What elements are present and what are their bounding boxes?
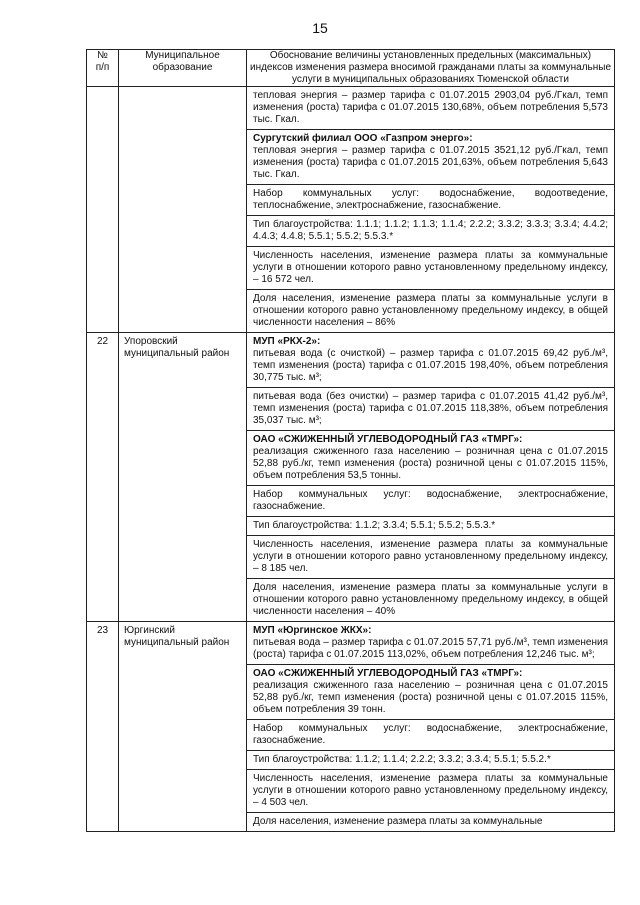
organization-name: ОАО «СЖИЖЕННЫЙ УГЛЕВОДОРОДНЫЙ ГАЗ «ТМРГ»:	[253, 434, 523, 445]
justification-block	[247, 87, 614, 130]
justification-block	[247, 431, 614, 486]
organization-name: МУП «Юргинское ЖКХ»:	[253, 625, 372, 636]
row-num: 23	[87, 622, 119, 832]
justification-block	[247, 333, 614, 388]
justification-block	[247, 665, 614, 720]
justification-block	[247, 216, 614, 247]
justification-block	[247, 247, 614, 290]
justification-text: реализация сжиженного газа населению – розничная цена с 01.07.2015 52,88 руб./кг, темп изменения (роста) розничной цены с 01.07.2015 115%, объем потребления 39 тонн.	[253, 680, 608, 715]
organization-name: Сургутский филиал ООО «Газпром энерго»:	[253, 133, 473, 144]
row-num: 22	[87, 333, 119, 622]
justification-block	[247, 751, 614, 770]
organization-name: МУП «РКХ-2»:	[253, 336, 321, 347]
table-row-continuation	[87, 87, 615, 333]
justification-text: питьевая вода – размер тарифа с 01.07.2015 57,71 руб./м³, темп изменения (роста) тарифа с 01.07.2015 113,02%, объем потребления 12,246 тыс. м³;	[253, 637, 608, 660]
table-row-22	[87, 333, 615, 622]
row-municipality-cell	[119, 87, 247, 333]
justification-text: Доля населения, изменение размера платы за коммунальные	[253, 816, 543, 827]
justification-block	[247, 813, 614, 831]
justification-block	[247, 486, 614, 517]
header-num: № п/п	[87, 50, 119, 87]
header-justification: Обоснование величины установленных предельных (максимальных) индексов изменения размера вносимой гражданами платы за коммунальные услуги в муниципальных образованиях Тюменской области	[247, 50, 615, 87]
table-row-23	[87, 622, 615, 832]
justification-block	[247, 388, 614, 431]
justification-text: питьевая вода (с очисткой) – размер тарифа с 01.07.2015 69,42 руб./м³, темп изменения (роста) тарифа с 01.07.2015 198,40%, объем потребления 30,775 тыс. м³;	[253, 348, 608, 383]
organization-name: ОАО «СЖИЖЕННЫЙ УГЛЕВОДОРОДНЫЙ ГАЗ «ТМРГ»:	[253, 668, 523, 679]
tariff-table	[86, 49, 615, 832]
row-num-cell	[87, 87, 119, 333]
justification-text: Доля населения, изменение размера платы за коммунальные услуги в отношении которого равно установленному предельному индексу, в общей численности населения – 86%	[253, 293, 608, 328]
row-municipality: Упоровский муниципальный район	[119, 333, 247, 622]
justification-block	[247, 517, 614, 536]
justification-text: Тип благоустройства: 1.1.1; 1.1.2; 1.1.3; 1.1.4; 2.2.2; 3.3.2; 3.3.3; 3.3.4; 4.4.2; 4.4.3; 4.4.8; 5.5.1; 5.5.2; 5.5.3.*	[253, 219, 608, 242]
justification-block	[247, 720, 614, 751]
table-header-row	[87, 50, 615, 87]
justification-block	[247, 536, 614, 579]
header-municipality: Муниципальное образование	[119, 50, 247, 87]
justification-block	[247, 130, 614, 185]
page-number: 15	[312, 20, 328, 36]
justification-text: питьевая вода (без очистки) – размер тарифа с 01.07.2015 41,42 руб./м³, темп изменения (роста) тарифа с 01.07.2015 118,38%, объем потребления 35,037 тыс. м³;	[253, 391, 608, 426]
row-municipality: Юргинский муниципальный район	[119, 622, 247, 832]
justification-text: реализация сжиженного газа населению – розничная цена с 01.07.2015 52,88 руб./кг, темп изменения (роста) розничной цены с 01.07.2015 115%, объем потребления 53,5 тонны.	[253, 446, 608, 481]
justification-text: тепловая энергия – размер тарифа с 01.07.2015 2903,04 руб./Гкал, темп изменения (роста) тарифа с 01.07.2015 130,68%, объем потребления 5,573 тыс. Гкал.	[253, 90, 608, 125]
justification-block	[247, 622, 614, 665]
justification-text: Тип благоустройства: 1.1.2; 1.1.4; 2.2.2; 3.3.2; 3.3.4; 5.5.1; 5.5.2.*	[253, 754, 551, 765]
justification-text: тепловая энергия – размер тарифа с 01.07.2015 3521,12 руб./Гкал, темп изменения (роста) тарифа с 01.07.2015 201,63%, объем потребления 5,643 тыс. Гкал.	[253, 145, 608, 180]
justification-text: Набор коммунальных услуг: водоснабжение, электроснабжение, газоснабжение.	[253, 489, 608, 512]
justification-cell	[247, 87, 615, 333]
justification-text: Доля населения, изменение размера платы за коммунальные услуги в отношении которого равно установленному предельному индексу, в общей численности населения – 40%	[253, 582, 608, 617]
justification-text: Набор коммунальных услуг: водоснабжение, водоотведение, теплоснабжение, электроснабжение, газоснабжение.	[253, 188, 608, 211]
justification-block	[247, 579, 614, 621]
justification-text: Тип благоустройства: 1.1.2; 3.3.4; 5.5.1; 5.5.2; 5.5.3.*	[253, 520, 496, 531]
justification-block	[247, 290, 614, 332]
justification-text: Численность населения, изменение размера платы за коммунальные услуги в отношении которого равно установленному предельному индексу, – 4 503 чел.	[253, 773, 608, 808]
justification-block	[247, 185, 614, 216]
justification-text: Численность населения, изменение размера платы за коммунальные услуги в отношении которого равно установленному предельному индексу, – 16 572 чел.	[253, 250, 608, 285]
justification-cell	[247, 333, 615, 622]
justification-text: Численность населения, изменение размера платы за коммунальные услуги в отношении которого равно установленному предельному индексу, – 8 185 чел.	[253, 539, 608, 574]
justification-text: Набор коммунальных услуг: водоснабжение, электроснабжение, газоснабжение.	[253, 723, 608, 746]
justification-block	[247, 770, 614, 813]
justification-cell	[247, 622, 615, 832]
